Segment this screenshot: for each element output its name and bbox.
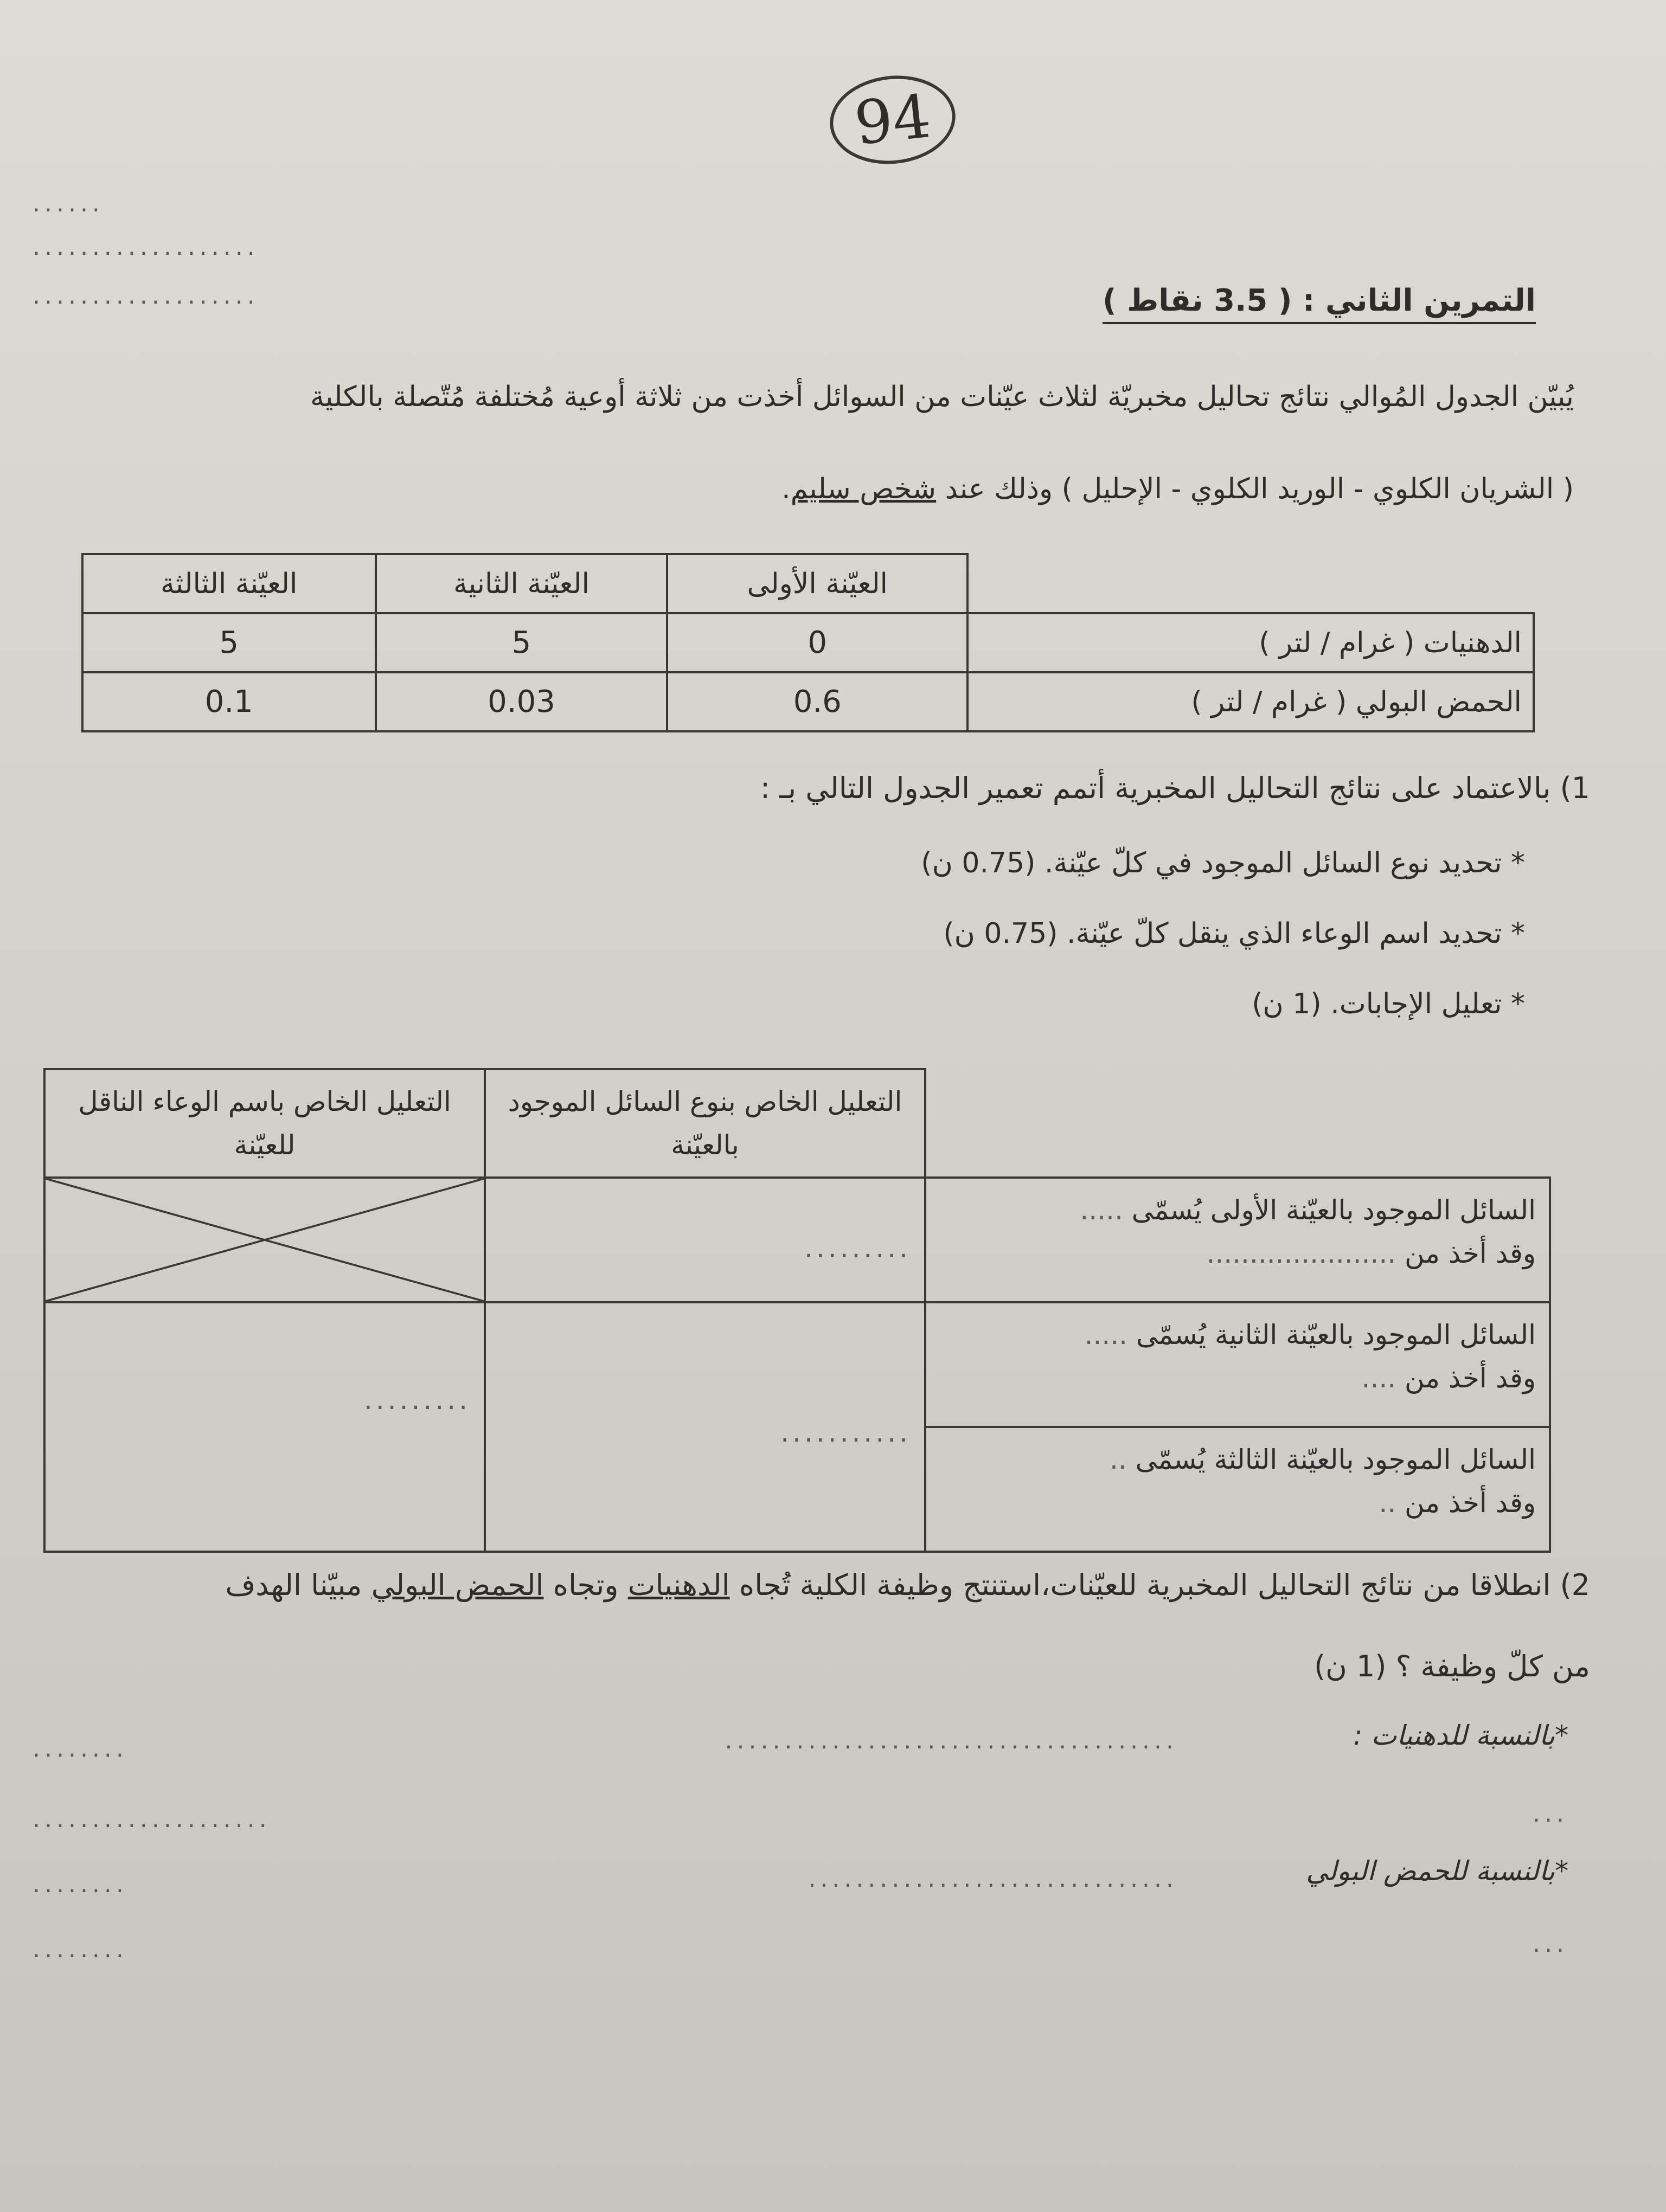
answer-lipids-label: *بالنسبة للدهنيات :	[1353, 1720, 1568, 1751]
answer-blank[interactable]: ..	[1379, 1487, 1396, 1519]
header-sample-3: العيّنة الثالثة	[82, 554, 376, 613]
header-sample-1: العيّنة الأولى	[667, 554, 967, 613]
row-label-uric-acid: الحمض البولي ( غرام / لتر )	[967, 672, 1534, 731]
cell-uric-sample-2: 0.03	[376, 672, 668, 731]
question-1-bullet-1: * تحديد نوع السائل الموجود في كلّ عيّنة. (0.75 ن)	[921, 847, 1525, 879]
sample-3-source-label: وقد أخذ من	[1405, 1487, 1536, 1519]
cell-lipids-sample-2: 5	[376, 613, 668, 672]
dotted-line: ........	[33, 1870, 128, 1898]
intro-line-2	[781, 472, 1574, 507]
cell-uric-sample-3: 0.1	[82, 672, 376, 731]
cell-lipids-sample-1: 0	[667, 613, 967, 672]
dotted-line: ...................	[33, 233, 259, 261]
answer-blank[interactable]: .....	[1084, 1319, 1128, 1351]
answer-table-header	[44, 1069, 1550, 1178]
table-row	[44, 1302, 1550, 1427]
answer-row-sample-1	[925, 1178, 1550, 1302]
answer-header-blank	[925, 1069, 1550, 1178]
row-label-lipids: الدهنيات ( غرام / لتر )	[967, 613, 1534, 672]
header-fluid-justification: التعليل الخاص بنوع السائل الموجود بالعيّنة	[485, 1069, 925, 1178]
table-row	[82, 672, 1534, 731]
answer-uric-acid-label: *بالنسبة للحمض البولي	[1306, 1855, 1568, 1887]
sample-2-source-label: وقد أخذ من	[1405, 1362, 1536, 1394]
table-row	[82, 613, 1534, 672]
cross-mark-icon	[46, 1179, 484, 1301]
answer-blank[interactable]: ....	[1361, 1362, 1396, 1394]
table-header-row	[82, 554, 1534, 613]
dotted-line: ........	[33, 1735, 128, 1763]
cell-uric-sample-1: 0.6	[667, 672, 967, 731]
intro-line-2-end: .	[781, 473, 791, 505]
question-2-lipids: الدهنيات	[627, 1568, 730, 1602]
dotted-line: ...................	[33, 282, 259, 310]
answer-lipids-line[interactable]: ......................................	[725, 1727, 1178, 1754]
intro-healthy-person: شخص سليم	[790, 473, 937, 505]
question-1-bullet-2: * تحديد اسم الوعاء الذي ينقل كلّ عيّنة. (0.75 ن)	[943, 917, 1525, 950]
cell-lipids-sample-3: 5	[82, 613, 376, 672]
exercise-title: التمرين الثاني : ( 3.5 نقاط )	[1103, 282, 1536, 324]
sample-1-fluid-label: السائل الموجود بالعيّنة الأولى يُسمّى	[1131, 1194, 1536, 1226]
question-2-part-a: 2) انطلاقا من نتائج التحاليل المخبرية للعيّنات،استنتج وظيفة الكلية تُجاه	[729, 1568, 1590, 1602]
answer-lipids-line-2[interactable]: ...	[1533, 1800, 1568, 1828]
dotted-line: ....................	[33, 1805, 271, 1833]
answer-row-sample-3	[925, 1427, 1550, 1552]
question-1: 1) بالاعتماد على نتائج التحاليل المخبرية أتمم تعمير الجدول التالي بـ :	[760, 771, 1590, 805]
header-sample-2: العيّنة الثانية	[376, 554, 668, 613]
answer-row-sample-2	[925, 1302, 1550, 1427]
answer-blank[interactable]: ......................	[1206, 1238, 1396, 1269]
intro-line-2-start: ( الشريان الكلوي - الوريد الكلوي - الإحليل ) وذلك عند	[936, 473, 1574, 505]
table-row	[44, 1178, 1550, 1302]
question-2-line-1	[225, 1567, 1590, 1604]
sample-1-source-label: وقد أخذ من	[1405, 1238, 1536, 1269]
crossed-out-cell	[44, 1178, 485, 1302]
answer-blank[interactable]: ..	[1109, 1444, 1127, 1475]
sample-3-fluid-label: السائل الموجود بالعيّنة الثالثة يُسمّى	[1135, 1444, 1536, 1475]
question-1-bullet-3: * تعليل الإجابات. (1 ن)	[1252, 988, 1525, 1020]
answer-fluid-justification-2-3[interactable]: ...........	[485, 1302, 925, 1552]
question-2-part-c: مبيّنا الهدف	[225, 1568, 371, 1602]
question-2-line-2: من كلّ وظيفة ؟ (1 ن)	[1314, 1649, 1590, 1683]
header-vessel-justification: التعليل الخاص باسم الوعاء الناقل للعيّنة	[44, 1069, 485, 1178]
answer-blank[interactable]: .....	[1080, 1194, 1123, 1226]
answer-vessel-justification-2-3[interactable]: .........	[44, 1302, 485, 1552]
intro-line-1: يُبيّن الجدول المُوالي نتائج تحاليل مخبريّة لثلاث عيّنات من السوائل أخذت من ثلاثة أوعية مُختلفة مُتّصلة بالكلية	[310, 381, 1574, 413]
dotted-line: ......	[33, 190, 104, 217]
answer-fluid-justification-1[interactable]: .........	[485, 1178, 925, 1302]
sample-2-fluid-label: السائل الموجود بالعيّنة الثانية يُسمّى	[1136, 1319, 1536, 1351]
table-corner-cell	[967, 554, 1534, 613]
question-2-uric-acid: الحمض البولي	[371, 1568, 544, 1602]
page-number-circle: 94	[825, 69, 960, 170]
analysis-results-table	[81, 553, 1535, 732]
answer-uric-acid-line[interactable]: ...............................	[808, 1865, 1178, 1893]
dotted-line: ........	[33, 1935, 128, 1963]
answer-uric-acid-line-2[interactable]: ...	[1533, 1930, 1568, 1958]
answer-table	[43, 1068, 1551, 1553]
question-2-part-b: وتجاه	[543, 1568, 628, 1602]
